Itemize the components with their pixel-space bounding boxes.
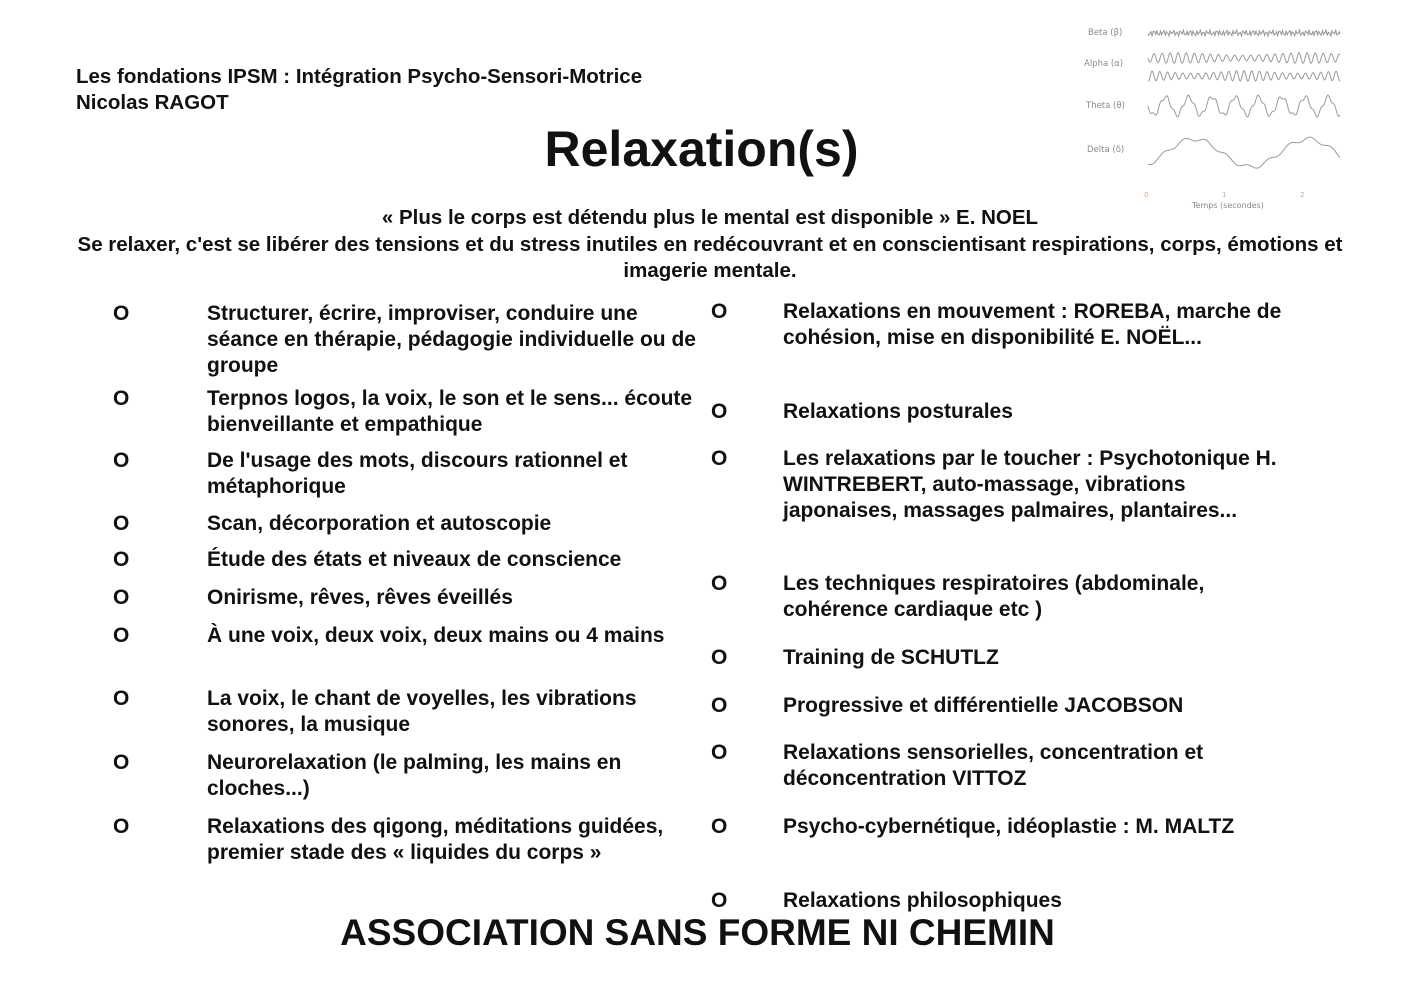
list-item-text: La voix, le chant de voyelles, les vibrations sonores, la musique [207,687,637,736]
list-item-text: Terpnos logos, la voix, le son et le sens... écoute bienveillante et empathique [207,387,693,436]
list-item-text: De l'usage des mots, discours rationnel et métaphorique [207,449,628,498]
bullet-marker: O [711,400,728,423]
bullet-marker: O [113,449,130,472]
list-item-text: Les techniques respiratoires (abdominale, cohérence cardiaque etc ) [783,572,1205,621]
eeg-waves-figure [1082,18,1344,214]
list-item-text: Scan, décorporation et autoscopie [207,512,552,535]
bullet-marker: O [113,815,130,838]
bullet-marker: O [711,815,728,838]
theta-wave [1148,95,1340,117]
wave-label-theta: Theta (θ) [1086,101,1125,111]
bullet-marker: O [113,586,130,609]
bullet-marker: O [711,572,728,595]
header-author: Nicolas RAGOT [76,91,229,114]
wave-label-beta: Beta (β) [1088,28,1123,38]
list-item-text: Relaxations posturales [783,400,1013,423]
header [76,64,642,116]
tick-label: 2 [1300,191,1305,199]
bullet-marker: O [711,447,728,470]
bullet-marker: O [711,300,728,323]
bullet-marker: O [113,512,130,535]
list-item-text: Les relaxations par le toucher : Psychotonique H. WINTREBERT, auto-massage, vibrations japonaises, massages palmaires, plantaires... [783,447,1277,522]
list-item-text: Onirisme, rêves, rêves éveillés [207,586,513,609]
header-title: Les fondations IPSM : Intégration Psycho-Sensori-Motrice [76,65,643,88]
list-item-text: Neurorelaxation (le palming, les mains en cloches...) [207,751,622,800]
bullet-marker: O [711,646,728,669]
footer-association: ASSOCIATION SANS FORME NI CHEMIN [340,912,1055,953]
wave-label-alpha: Alpha (α) [1084,59,1124,69]
bullet-marker: O [113,687,130,710]
list-item-text: Étude des états et niveaux de conscience [207,548,622,571]
list-item-text: Progressive et différentielle JACOBSON [783,694,1184,717]
bullet-marker: O [113,302,130,325]
wave-label-delta: Delta (δ) [1087,145,1125,155]
alpha-wave [1148,71,1340,81]
list-item-text: Psycho-cybernétique, idéoplastie : M. MALTZ [783,815,1235,838]
intro-quote: « Plus le corps est détendu plus le mental est disponible » E. NOEL [381,206,1039,229]
intro [60,205,1360,285]
page-title: Relaxation(s) [544,121,859,177]
list-item-text: Relaxations philosophiques [783,889,1062,912]
bullet-marker: O [113,387,130,410]
bullet-marker: O [113,624,130,647]
list-item-text: Relaxations sensorielles, concentration et déconcentration VITTOZ [783,741,1204,790]
list-item-text: Relaxations en mouvement : ROREBA, marche de cohésion, mise en disponibilité E. NOËL... [783,300,1282,349]
beta-wave [1148,30,1340,36]
bullet-marker: O [711,741,728,764]
bullet-marker: O [113,751,130,774]
list-item-text: Structurer, écrire, improviser, conduire une séance en thérapie, pédagogie individuelle ou de groupe [207,302,696,377]
bullet-marker: O [711,889,728,912]
list-item-text: Training de SCHUTLZ [783,646,999,669]
alpha-wave [1148,53,1340,63]
list-item-text: Relaxations des qigong, méditations guidées, premier stade des « liquides du corps » [207,815,664,864]
intro-description: Se relaxer, c'est se libérer des tensions et du stress inutiles en redécouvrant et en conscientisant respirations, corps, émotions et imagerie mentale. [77,232,1343,282]
tick-label: 0 [1144,191,1149,199]
bullet-marker: O [113,548,130,571]
x-axis-label: Temps (secondes) [1192,201,1264,210]
bullet-marker: O [711,694,728,717]
list-item-text: À une voix, deux voix, deux mains ou 4 mains [207,624,665,647]
tick-label: 1 [1222,191,1227,199]
